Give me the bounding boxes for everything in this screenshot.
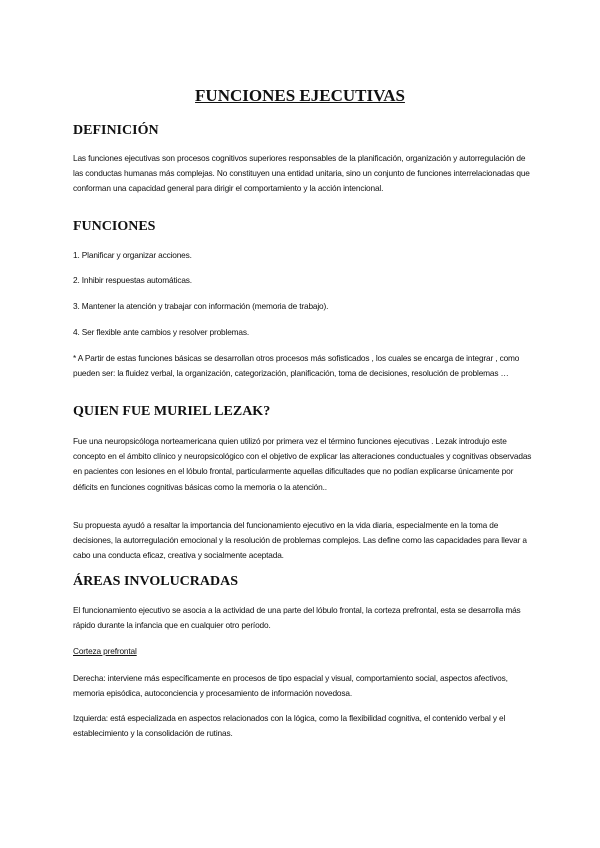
funciones-item-2: 2. Inhibir respuestas automáticas. (73, 275, 192, 285)
definicion-paragraph: Las funciones ejecutivas son procesos cognitivos superiores responsables de la planificación, organización y autorregulación de las conductas humanas más complejas. No constituyen una entidad unitaria, sino un conjunto de funciones interrelacionadas que conforman una capacidad general para dirigir el comportamiento y la acción intencional. (73, 153, 530, 194)
corteza-prefrontal-subheading: Corteza prefrontal (73, 646, 137, 656)
funciones-item-1: 1. Planificar y organizar acciones. (73, 250, 192, 260)
funciones-heading: FUNCIONES (73, 219, 156, 234)
areas-heading: ÁREAS INVOLUCRADAS (73, 574, 239, 589)
lezak-heading: QUIEN FUE MURIEL LEZAK? (73, 404, 271, 419)
funciones-item-3: 3. Mantener la atención y trabajar con información (memoria de trabajo). (73, 301, 329, 311)
derecha-paragraph: Derecha: interviene más específicamente en procesos de tipo espacial y visual, comportamiento social, aspectos afectivos, memoria episódica, autoconciencia y procesamiento de información novedosa. (73, 673, 508, 699)
areas-paragraph: El funcionamiento ejecutivo se asocia a la actividad de una parte del lóbulo frontal, la corteza prefrontal, esta se desarrolla más rápido durante la infancia que en cualquier otro período. (73, 605, 521, 631)
lezak-paragraph-1: Fue una neuropsicóloga norteamericana quien utilizó por primera vez el término funciones ejecutivas . Lezak introdujo este concepto en el ámbito clínico y neuropsicológico con el objetivo de explicar las alteraciones conductuales y cognitivas observadas en pacientes con lesiones en el lóbulo frontal, particularmente aquellas dificultades que no podían explicarse únicamente por déficits en funciones cognitivas básicas como la memoria o la atención.. (73, 436, 532, 492)
funciones-item-4: 4. Ser flexible ante cambios y resolver problemas. (73, 327, 250, 337)
lezak-paragraph-2: Su propuesta ayudó a resaltar la importancia del funcionamiento ejecutivo en la vida diaria, especialmente en la toma de decisiones, la autorregulación emocional y la resolución de problemas complejos. Las define como las capacidades para llevar a cabo una conducta eficaz, creativa y socialmente aceptada. (73, 520, 527, 561)
izquierda-paragraph: Izquierda: está especializada en aspectos relacionados con la lógica, como la flexibilidad cognitiva, el contenido verbal y el establecimiento y la consolidación de rutinas. (73, 713, 506, 739)
definicion-heading: DEFINICIÓN (73, 123, 159, 138)
funciones-note: * A Partir de estas funciones básicas se desarrollan otros procesos más sofisticados , los cuales se encarga de integrar , como pueden ser: la fluidez verbal, la organización, categorización, planificación, toma de decisiones, resolución de problemas … (73, 353, 520, 379)
document-title: FUNCIONES EJECUTIVAS (195, 86, 405, 105)
